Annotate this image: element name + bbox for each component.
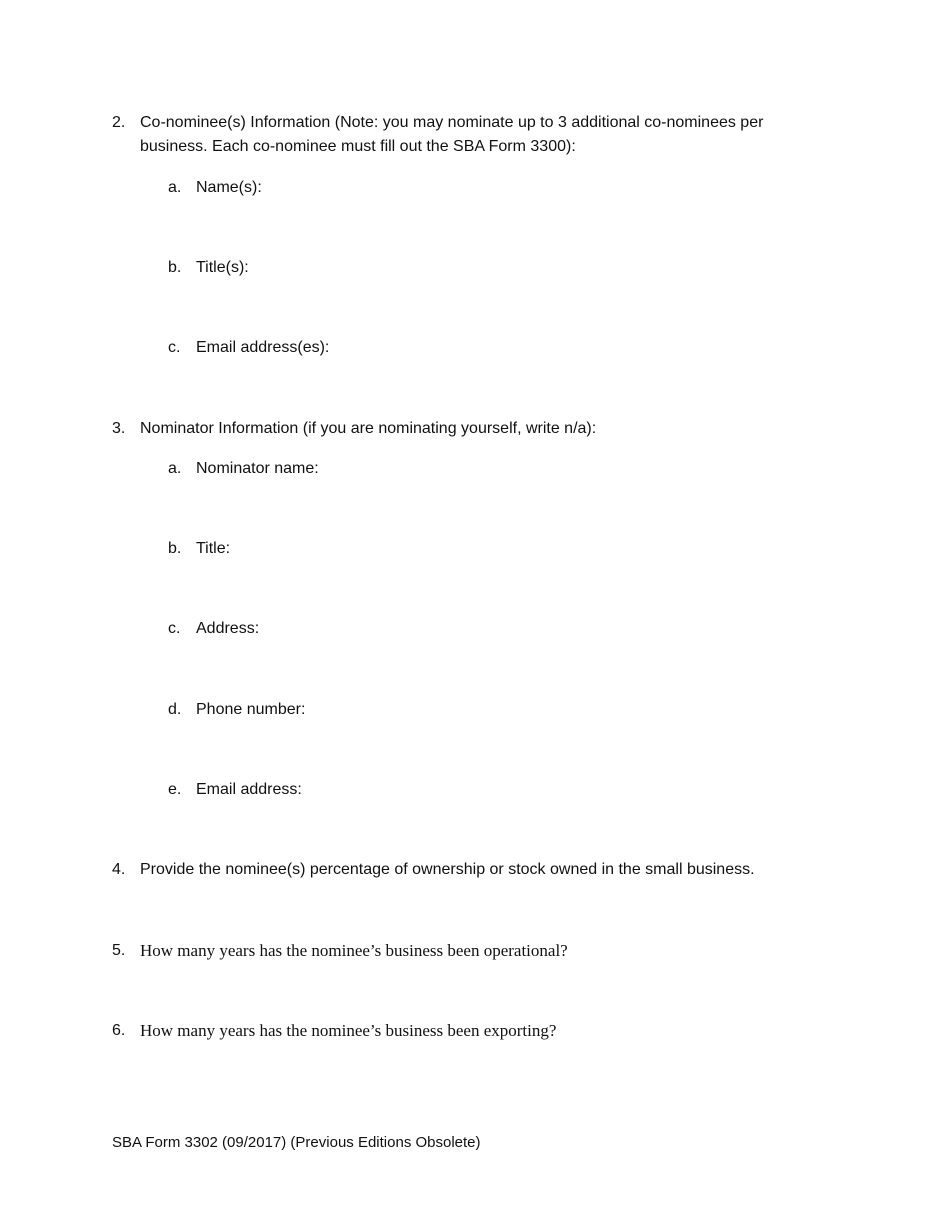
q2a-letter: a.	[168, 179, 182, 196]
q4-number: 4.	[112, 861, 126, 878]
q3-text: Nominator Information (if you are nominating yourself, write n/a):	[140, 420, 597, 437]
form-footer: SBA Form 3302 (09/2017) (Previous Editions Obsolete)	[112, 1134, 481, 1151]
q6-number: 6.	[112, 1022, 126, 1039]
q3-number: 3.	[112, 420, 126, 437]
q3e-label-email: Email address:	[196, 781, 302, 798]
q5-number: 5.	[112, 942, 126, 959]
q3b-label-title: Title:	[196, 540, 231, 557]
q2-number: 2.	[112, 114, 126, 131]
q3e-letter: e.	[168, 781, 182, 798]
q3d-letter: d.	[168, 701, 182, 718]
q2c-label-emails: Email address(es):	[196, 339, 330, 356]
q3c-label-address: Address:	[196, 620, 260, 637]
q3a-label-nominator-name: Nominator name:	[196, 460, 319, 477]
q3d-label-phone: Phone number:	[196, 701, 306, 718]
q2a-label-names: Name(s):	[196, 179, 262, 196]
q2b-letter: b.	[168, 259, 182, 276]
q3c-letter: c.	[168, 620, 181, 637]
q2-text-line1: Co-nominee(s) Information (Note: you may nominate up to 3 additional co-nominees per	[140, 114, 764, 131]
q6-text: How many years has the nominee’s business been exporting?	[140, 1021, 557, 1040]
q3a-letter: a.	[168, 460, 182, 477]
q4-text: Provide the nominee(s) percentage of ownership or stock owned in the small business.	[140, 861, 755, 878]
q2-text-line2: business. Each co-nominee must fill out the SBA Form 3300):	[140, 138, 576, 155]
q5-text: How many years has the nominee’s business been operational?	[140, 941, 568, 960]
q2c-letter: c.	[168, 339, 181, 356]
q3b-letter: b.	[168, 540, 182, 557]
q2b-label-titles: Title(s):	[196, 259, 249, 276]
